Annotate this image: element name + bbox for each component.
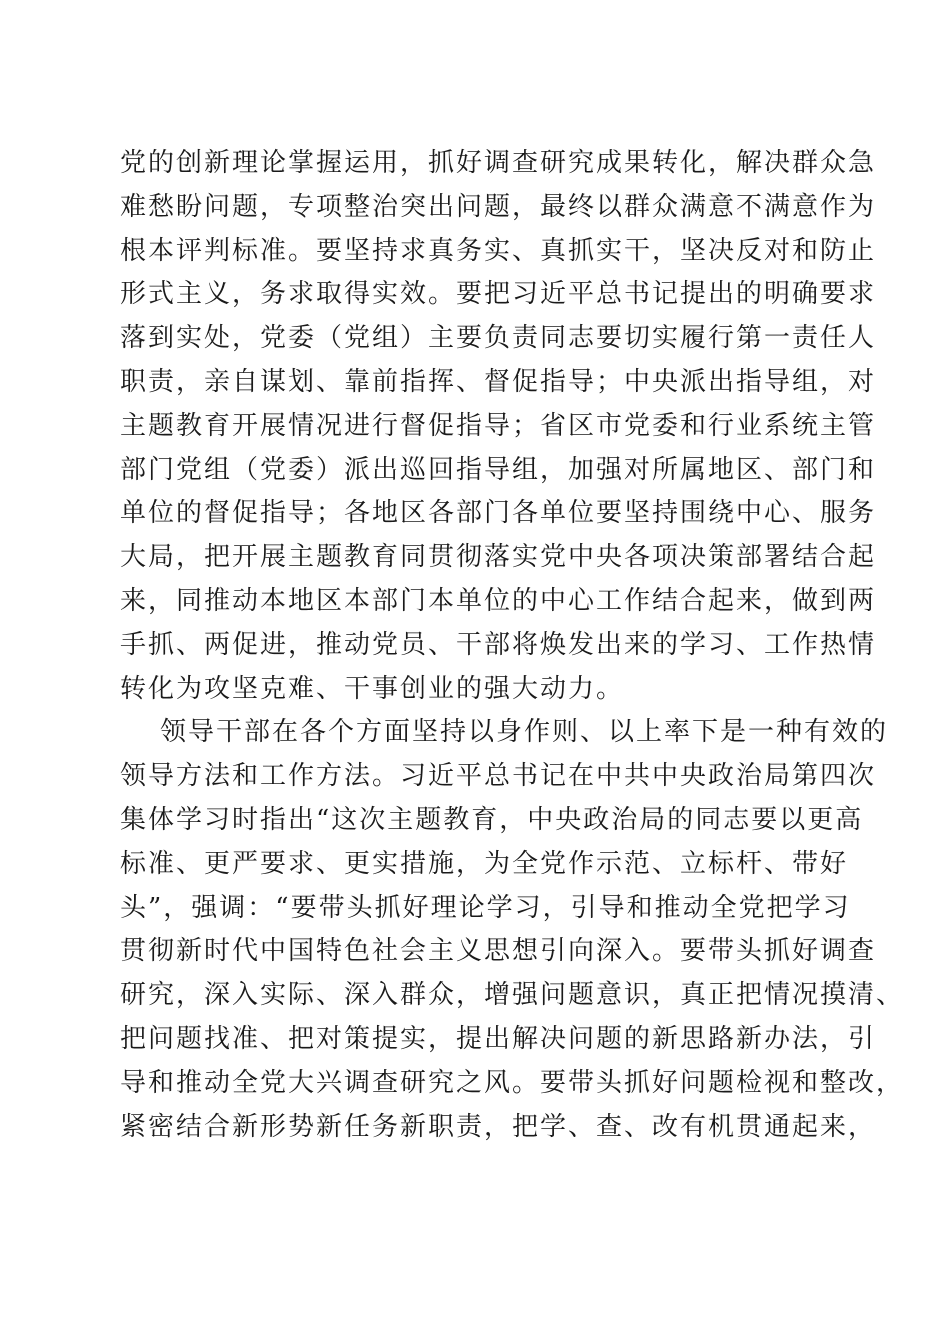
text-line: 党的创新理论掌握运用，抓好调查研究成果转化，解决群众急 bbox=[120, 148, 877, 178]
paragraph-1 bbox=[120, 142, 877, 711]
text-line: 部门党组（党委）派出巡回指导组，加强对所属地区、部门和 bbox=[120, 454, 877, 485]
text-line: 单位的督促指导；各地区各部门各单位要坚持围绕中心、服务 bbox=[120, 498, 877, 529]
text-line: 导和推动全党大兴调查研究之风。要带头抓好问题检视和整改， bbox=[120, 1067, 905, 1098]
text-line: 手抓、两促进，推动党员、干部将焕发出来的学习、工作热情 bbox=[120, 629, 877, 660]
text-line: 职责，亲自谋划、靠前指挥、督促指导；中央派出指导组，对 bbox=[120, 366, 877, 397]
text-line: 领导方法和工作方法。习近平总书记在中共中央政治局第四次 bbox=[120, 761, 877, 792]
text-line: 头”，强调：“要带头抓好理论学习，引导和推动全党把学习 bbox=[120, 892, 851, 923]
text-line: 领导干部在各个方面坚持以身作则、以上率下是一种有效的 bbox=[160, 717, 889, 748]
text-line: 标准、更严要求、更实措施，为全党作示范、立标杆、带好 bbox=[120, 848, 849, 879]
text-line: 落到实处，党委（党组）主要负责同志要切实履行第一责任人 bbox=[120, 323, 877, 354]
text-line: 来，同推动本地区本部门本单位的中心工作结合起来，做到两 bbox=[120, 585, 877, 616]
text-line: 主题教育开展情况进行督促指导；省区市党委和行业系统主管 bbox=[120, 410, 877, 441]
paragraph-2 bbox=[120, 711, 905, 1149]
text-line: 难愁盼问题，专项整治突出问题，最终以群众满意不满意作为 bbox=[120, 191, 877, 222]
text-line: 贯彻新时代中国特色社会主义思想引向深入。要带头抓好调查 bbox=[120, 936, 877, 967]
text-line: 把问题找准、把对策提实，提出解决问题的新思路新办法，引 bbox=[120, 1023, 877, 1054]
text-line: 集体学习时指出“这次主题教育，中央政治局的同志要以更高 bbox=[120, 804, 864, 835]
text-line: 转化为攻坚克难、干事创业的强大动力。 bbox=[120, 673, 625, 704]
text-line: 大局，把开展主题教育同贯彻落实党中央各项决策部署结合起 bbox=[120, 542, 877, 573]
text-line: 形式主义，务求取得实效。要把习近平总书记提出的明确要求 bbox=[120, 279, 877, 310]
text-line: 紧密结合新形势新任务新职责，把学、查、改有机贯通起来， bbox=[120, 1111, 877, 1142]
text-line: 根本评判标准。要坚持求真务实、真抓实干，坚决反对和防止 bbox=[120, 235, 877, 266]
document-body bbox=[120, 142, 905, 1149]
text-line: 研究，深入实际、深入群众，增强问题意识，真正把情况摸清、 bbox=[120, 980, 905, 1011]
